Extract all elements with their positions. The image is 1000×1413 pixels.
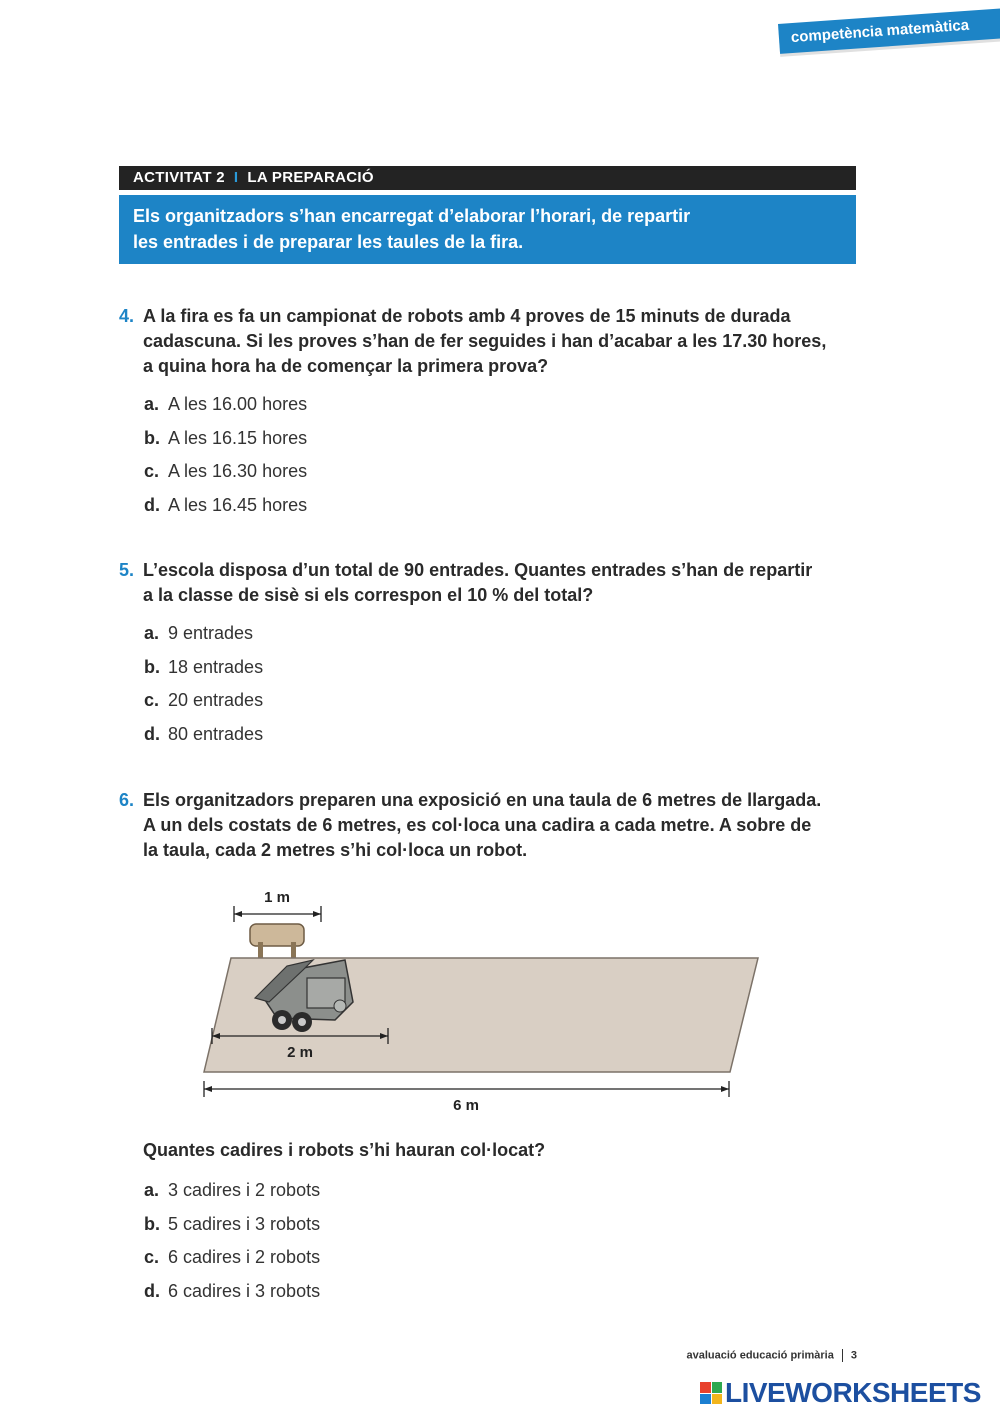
- option-text: 6 cadires i 3 robots: [168, 1281, 321, 1302]
- option-text: 6 cadires i 2 robots: [168, 1247, 321, 1268]
- sub-question: Quantes cadires i robots s’hi hauran col·locat?: [143, 1140, 546, 1160]
- option-letter: d.: [144, 1281, 160, 1302]
- activity-header: [119, 166, 856, 190]
- question-line: A la fira es fa un campionat de robots amb 4 proves de 15 minuts de durada: [143, 306, 791, 326]
- question-number: 6.: [119, 790, 135, 810]
- option-letter: c.: [144, 1247, 160, 1268]
- option-letter: d.: [144, 724, 160, 745]
- page-footer: [687, 1349, 857, 1362]
- activity-intro: [119, 195, 856, 264]
- option-text: A les 16.45 hores: [168, 495, 308, 516]
- chair-icon: [250, 924, 304, 960]
- option-c[interactable]: [144, 1246, 320, 1280]
- option-letter: a.: [144, 623, 160, 643]
- option-text: 18 entrades: [168, 656, 264, 677]
- intro-line: les entrades i de preparar les taules de la fira.: [133, 232, 524, 252]
- option-d[interactable]: [144, 723, 263, 757]
- question-line: cadascuna. Si les proves s’han de fer seguides i han d’acabar a les 17.30 hores,: [143, 331, 827, 351]
- option-letter: c.: [144, 690, 160, 711]
- robot-spacing-label: 2 m: [287, 1044, 313, 1061]
- option-text: 20 entrades: [168, 690, 264, 711]
- question-text: [143, 558, 859, 608]
- option-c[interactable]: [144, 460, 307, 494]
- question-line: L’escola disposa d’un total de 90 entrades. Quantes entrades s’han de repartir: [143, 560, 813, 580]
- table-diagram: [195, 880, 770, 1120]
- question-5-options: [144, 622, 263, 757]
- liveworksheets-brand: [700, 1378, 981, 1408]
- option-text: 3 cadires i 2 robots: [168, 1180, 321, 1200]
- intro-line: Els organitzadors s’han encarregat d’elaborar l’horari, de repartir: [133, 206, 691, 226]
- option-b[interactable]: [144, 1213, 320, 1247]
- option-a[interactable]: [144, 1179, 320, 1213]
- question-text: [143, 788, 859, 863]
- arrow-head-icon: [313, 911, 321, 917]
- liveworksheets-logo-icon: [700, 1382, 722, 1404]
- question-line: Els organitzadors preparen una exposició en una taula de 6 metres de llargada.: [143, 790, 822, 810]
- option-text: 5 cadires i 3 robots: [168, 1213, 321, 1234]
- footer-divider: [842, 1349, 843, 1362]
- option-text: A les 16.15 hores: [168, 427, 308, 448]
- question-number: 4.: [119, 306, 135, 326]
- option-letter: b.: [144, 427, 160, 448]
- option-letter: c.: [144, 461, 160, 482]
- option-b[interactable]: [144, 656, 263, 690]
- question-text: [143, 304, 859, 379]
- arrow-head-icon: [204, 1086, 212, 1092]
- option-a[interactable]: [144, 393, 307, 427]
- brand-name: LIVEWORKSHEETS: [725, 1377, 981, 1408]
- option-d[interactable]: [144, 494, 307, 528]
- option-text: A les 16.00 hores: [168, 394, 308, 414]
- question-6-options: [144, 1179, 320, 1314]
- question-4-options: [144, 393, 307, 528]
- option-c[interactable]: [144, 689, 263, 723]
- option-a[interactable]: [144, 622, 263, 656]
- competence-tag: competència matemàtica: [778, 8, 1000, 54]
- footer-text: avaluació educació primària: [686, 1349, 834, 1362]
- option-d[interactable]: [144, 1280, 320, 1314]
- activity-separator: I: [233, 169, 239, 186]
- option-letter: b.: [144, 1213, 160, 1234]
- chair-width-label: 1 m: [264, 889, 290, 906]
- option-text: 9 entrades: [168, 623, 254, 643]
- question-number: 5.: [119, 560, 135, 580]
- option-letter: a.: [144, 394, 160, 414]
- question-6: [119, 788, 859, 863]
- question-line: a quina hora ha de començar la primera prova?: [143, 356, 549, 376]
- option-b[interactable]: [144, 427, 307, 461]
- option-letter: d.: [144, 495, 160, 516]
- activity-title: LA PREPARACIÓ: [247, 169, 374, 186]
- question-4: [119, 304, 859, 379]
- question-line: a la classe de sisè si els correspon el 10 % del total?: [143, 585, 594, 605]
- option-letter: a.: [144, 1180, 160, 1200]
- question-line: la taula, cada 2 metres s’hi col·loca un robot.: [143, 840, 528, 860]
- activity-label: ACTIVITAT 2: [133, 169, 225, 186]
- arrow-head-icon: [234, 911, 242, 917]
- option-text: A les 16.30 hores: [168, 461, 308, 482]
- table-length-label: 6 m: [453, 1097, 479, 1114]
- option-letter: b.: [144, 656, 160, 677]
- question-5: [119, 558, 859, 608]
- arrow-head-icon: [721, 1086, 729, 1092]
- option-text: 80 entrades: [168, 724, 264, 745]
- question-line: A un dels costats de 6 metres, es col·loca una cadira a cada metre. A sobre de: [143, 815, 812, 835]
- page-number: 3: [850, 1349, 857, 1362]
